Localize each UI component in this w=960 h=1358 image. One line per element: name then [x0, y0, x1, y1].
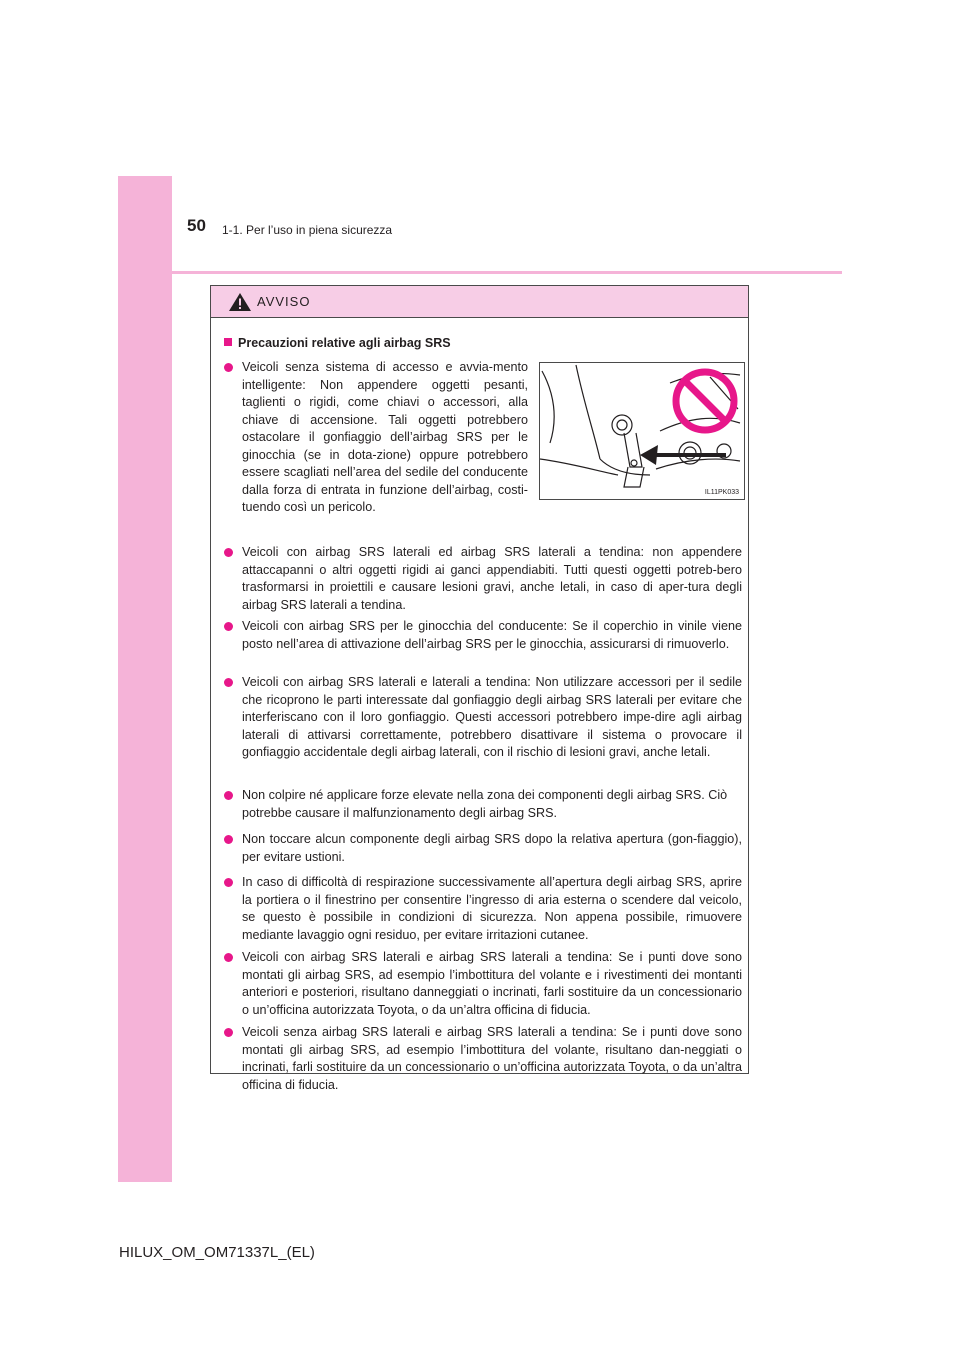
bullet-icon [224, 1028, 233, 1037]
figure-code: IL11PK033 [704, 489, 739, 496]
bullet-icon [224, 953, 233, 962]
bullet-icon [224, 622, 233, 631]
list-item: Veicoli con airbag SRS per le ginocchia del conducente: Se il coperchio in vinile viene posto nell’area di attivazione dell’airbag SRS per le ginocchia, assicurarsi di rimuoverlo. [242, 618, 742, 653]
list-item: Veicoli senza sistema di accesso e avvia-mento intelligente: Non appendere oggetti pesanti, taglienti o rigidi, come chiavi o accessori, alla chiave di accensione. Tali oggetti potrebbero ostacolare il gonfiaggio dell’airbag SRS per le ginocchia (se in dota-zione) oppure potrebbero essere scagliati nell’area del sedile del conducente dalla forza di entrata in funzione dell’airbag, costi-tuendo così un pericolo. [242, 359, 528, 517]
list-item: Non colpire né applicare forze elevate nella zona dei componenti degli airbag SRS. Ciò potrebbe causare il malfunzionamento degli airbag SRS. [242, 787, 742, 822]
document-code: HILUX_OM_OM71337L_(EL) [119, 1244, 315, 1261]
warning-box [210, 285, 749, 1092]
chapter-title: 1-1. Per l’uso in piena sicurezza [222, 223, 393, 237]
ignition-key-figure [539, 362, 745, 500]
chapter-sidebar-tab [118, 176, 172, 1182]
list-item: In caso di difficoltà di respirazione successivamente all’apertura degli airbag SRS, aprire la portiera o il finestrino per consentire l’ingresso di aria esterna o scendere dal veicolo, se questo è possibile in condizioni di sicurezza. Non appena possibile, rimuovere mediante lavaggio ogni residuo, per evitare irritazioni cutanee. [242, 874, 742, 944]
bullet-icon [224, 791, 233, 800]
warning-title: AVVISO [257, 294, 311, 309]
bullet-icon [224, 835, 233, 844]
list-item: Veicoli con airbag SRS laterali e laterali a tendina: Non utilizzare accessori per il sedile che ricoprono le parti interessate dal gonfiaggio degli airbag SRS laterali per evitare che interferiscano con il loro gonfiaggio. Questi accessori potrebbero impe-dire agli airbag laterali di attivarsi correttamente, potrebbero disattivare il sistema o provocare il gonfiaggio accidentale degli airbag laterali, con il rischio di lesioni gravi, anche letali. [242, 674, 742, 762]
list-item: Veicoli con airbag SRS laterali ed airbag SRS laterali a tendina: non appendere attaccapanni o altri oggetti rigidi ai ganci appendiabiti. Tutti questi oggetti potreb-bero trasformarsi in proiettili e causare lesioni gravi, anche letali, in caso di aper-tura degli airbag SRS laterali a tendina. [242, 544, 742, 614]
warning-triangle-icon [228, 292, 252, 312]
list-item: Non toccare alcun componente degli airbag SRS dopo la relativa apertura (gon-fiaggio), per evitare ustioni. [242, 831, 742, 866]
bullet-icon [224, 548, 233, 557]
warning-header [211, 286, 748, 318]
list-item: Veicoli con airbag SRS laterali e airbag SRS laterali a tendina: Se i punti dove sono montati gli airbag SRS, ad esempio l’imbottitura del volante e i rivestimenti dei montanti anteriori e posteriori, risultano danneggiati o incrinati, farli sostituire da un concessionario o un’officina autorizzata Toyota, o da un’altra officina di fiducia. [242, 949, 742, 1019]
bullet-icon [224, 678, 233, 687]
square-bullet-icon [224, 338, 232, 346]
bullet-icon [224, 878, 233, 887]
section-title: Precauzioni relative agli airbag SRS [224, 336, 451, 350]
page-number: 50 [187, 216, 206, 235]
bullet-icon [224, 363, 233, 372]
header-rule [172, 271, 842, 274]
list-item: Veicoli senza airbag SRS laterali e airbag SRS laterali a tendina: Se i punti dove sono montati gli airbag SRS, ad esempio l’imbottitura del volante, risultano dan-neggiati o incrinati, farli sostituire da un concessionario o un’officina autorizzata Toyota, o da un’altra officina di fiducia. [242, 1024, 742, 1094]
ignition-key-illustration [540, 363, 744, 499]
